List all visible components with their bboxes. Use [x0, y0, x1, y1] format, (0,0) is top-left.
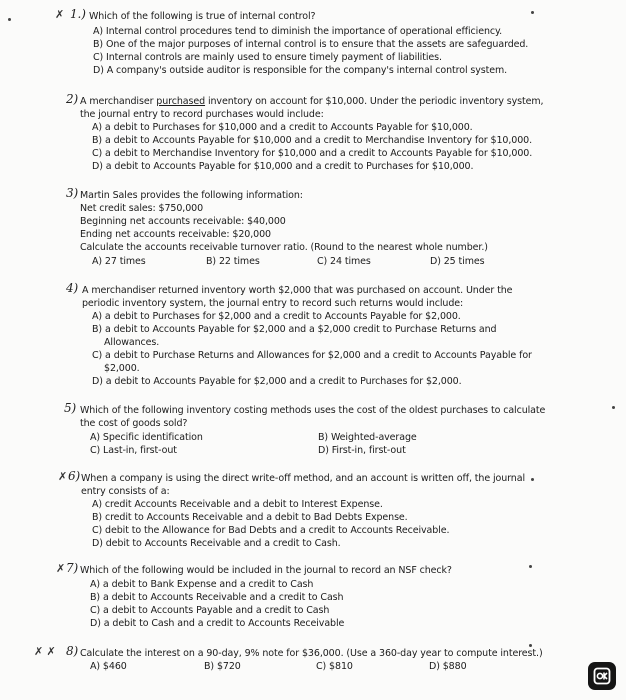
answer-option-a[interactable]: A) Specific identification — [90, 432, 203, 443]
answer-option-d[interactable]: D) A company's outside auditor is responsible for the company's internal control system. — [93, 65, 508, 76]
margin-dot — [531, 478, 534, 481]
info-line: Beginning net accounts receivable: $40,000 — [80, 216, 286, 227]
question-stem: Which of the following is true of internal control? — [89, 11, 316, 22]
app-badge-icon[interactable] — [588, 662, 616, 690]
margin-dot — [612, 406, 615, 409]
info-line: Calculate the accounts receivable turnover ratio. (Round to the nearest whole number.) — [80, 242, 488, 253]
answer-option-c[interactable]: C) a debit to Merchandise Inventory for $10,000 and a credit to Accounts Payable for $10,000. — [92, 148, 533, 159]
answer-option-d[interactable]: D) a debit to Accounts Payable for $10,000 and a credit to Purchases for $10,000. — [92, 161, 474, 172]
answer-option-b[interactable]: B) a debit to Accounts Receivable and a credit to Cash — [90, 592, 344, 603]
answer-option-a[interactable]: A) 27 times — [92, 256, 146, 267]
question-stem: When a company is using the direct write-off method, and an account is written off, the journal — [81, 473, 525, 484]
answer-option-b[interactable]: B) 22 times — [206, 256, 260, 267]
answer-option-d[interactable]: D) First-in, first-out — [318, 445, 406, 456]
answer-option-a[interactable]: A) credit Accounts Receivable and a debit to Interest Expense. — [92, 499, 383, 510]
answer-option-b[interactable]: B) credit to Accounts Receivable and a debit to Bad Debts Expense. — [92, 512, 408, 523]
stem-text: A merchandiser — [80, 96, 157, 107]
x-mark-icon: ✗ — [58, 470, 68, 483]
question-stem-line-2: the journal entry to record purchases would include: — [80, 109, 324, 120]
answer-option-d[interactable]: D) a debit to Cash and a credit to Accounts Receivable — [90, 618, 345, 629]
answer-option-b[interactable]: B) Weighted-average — [318, 432, 417, 443]
answer-option-c[interactable]: C) Last-in, first-out — [90, 445, 177, 456]
question-number: 1.) — [70, 7, 86, 21]
question-number: 3) — [66, 186, 79, 200]
x-mark-icon: ✗ — [55, 8, 65, 21]
answer-option-a[interactable]: A) a debit to Purchases for $2,000 and a credit to Accounts Payable for $2,000. — [92, 311, 461, 322]
answer-option-c[interactable]: C) 24 times — [317, 256, 371, 267]
answer-option-d[interactable]: D) debit to Accounts Receivable and a credit to Cash. — [92, 538, 341, 549]
answer-option-c[interactable]: C) Internal controls are mainly used to ensure timely payment of liabilities. — [93, 52, 442, 63]
question-number: 4) — [66, 281, 79, 295]
question-number: 7) — [66, 561, 79, 575]
answer-option-d[interactable]: D) $880 — [429, 661, 467, 672]
answer-option-b[interactable]: B) a debit to Accounts Payable for $2,000 and a $2,000 credit to Purchase Returns and — [92, 324, 497, 335]
answer-option-a[interactable]: A) $460 — [90, 661, 127, 672]
answer-option-a[interactable]: A) a debit to Purchases for $10,000 and a credit to Accounts Payable for $10,000. — [92, 122, 473, 133]
answer-option-a[interactable]: A) Internal control procedures tend to diminish the importance of operational efficiency. — [93, 26, 503, 37]
question-number: 8) — [66, 644, 79, 658]
answer-option-b[interactable]: B) One of the major purposes of internal control is to ensure that the assets are safeguarded. — [93, 39, 529, 50]
answer-option-b-continued[interactable]: Allowances. — [104, 337, 160, 348]
stem-text: inventory on account for $10,000. Under the periodic inventory system, — [205, 96, 544, 107]
answer-option-d[interactable]: D) a debit to Accounts Payable for $2,000 and a credit to Purchases for $2,000. — [92, 376, 462, 387]
answer-option-c[interactable]: C) $810 — [316, 661, 353, 672]
margin-dot — [8, 18, 11, 21]
answer-option-c[interactable]: C) a debit to Purchase Returns and Allowances for $2,000 and a credit to Accounts Payable for — [92, 350, 532, 361]
question-stem: Calculate the interest on a 90-day, 9% note for $36,000. (Use a 360-day year to compute interest.) — [80, 648, 543, 659]
answer-option-c[interactable]: C) a debit to Accounts Payable and a credit to Cash — [90, 605, 330, 616]
answer-option-a[interactable]: A) a debit to Bank Expense and a credit to Cash — [90, 579, 314, 590]
x-mark-icon: ✗ ✗ — [34, 645, 56, 658]
info-line: Ending net accounts receivable: $20,000 — [80, 229, 272, 240]
info-line: Net credit sales: $750,000 — [80, 203, 204, 214]
question-stem-line-2: entry consists of a: — [81, 486, 170, 497]
question-stem-line-2: periodic inventory system, the journal entry to record such returns would include: — [82, 298, 464, 309]
question-stem-line-2: the cost of goods sold? — [80, 418, 188, 429]
answer-option-b[interactable]: B) a debit to Accounts Payable for $10,000 and a credit to Merchandise Inventory for $10,000. — [92, 135, 533, 146]
question-stem: Martin Sales provides the following information: — [80, 190, 303, 201]
answer-option-d[interactable]: D) 25 times — [430, 256, 485, 267]
answer-option-c-continued[interactable]: $2,000. — [104, 363, 140, 374]
underlined-word: purchased — [156, 96, 206, 107]
x-mark-icon: ✗ — [56, 562, 66, 575]
question-number: 2) — [66, 92, 79, 106]
margin-dot — [531, 11, 534, 14]
question-number: 5) — [64, 401, 77, 415]
margin-dot — [529, 565, 532, 568]
answer-option-b[interactable]: B) $720 — [204, 661, 241, 672]
question-stem: Which of the following would be included in the journal to record an NSF check? — [80, 565, 452, 576]
question-stem — [80, 95, 543, 108]
question-stem: A merchandiser returned inventory worth $2,000 that was purchased on account. Under the — [82, 285, 513, 296]
question-stem: Which of the following inventory costing methods uses the cost of the oldest purchases to calculate — [80, 405, 546, 416]
badge-glyph-icon — [592, 666, 612, 686]
question-number: 6) — [68, 469, 81, 483]
answer-option-c[interactable]: C) debit to the Allowance for Bad Debts and a credit to Accounts Receivable. — [92, 525, 450, 536]
